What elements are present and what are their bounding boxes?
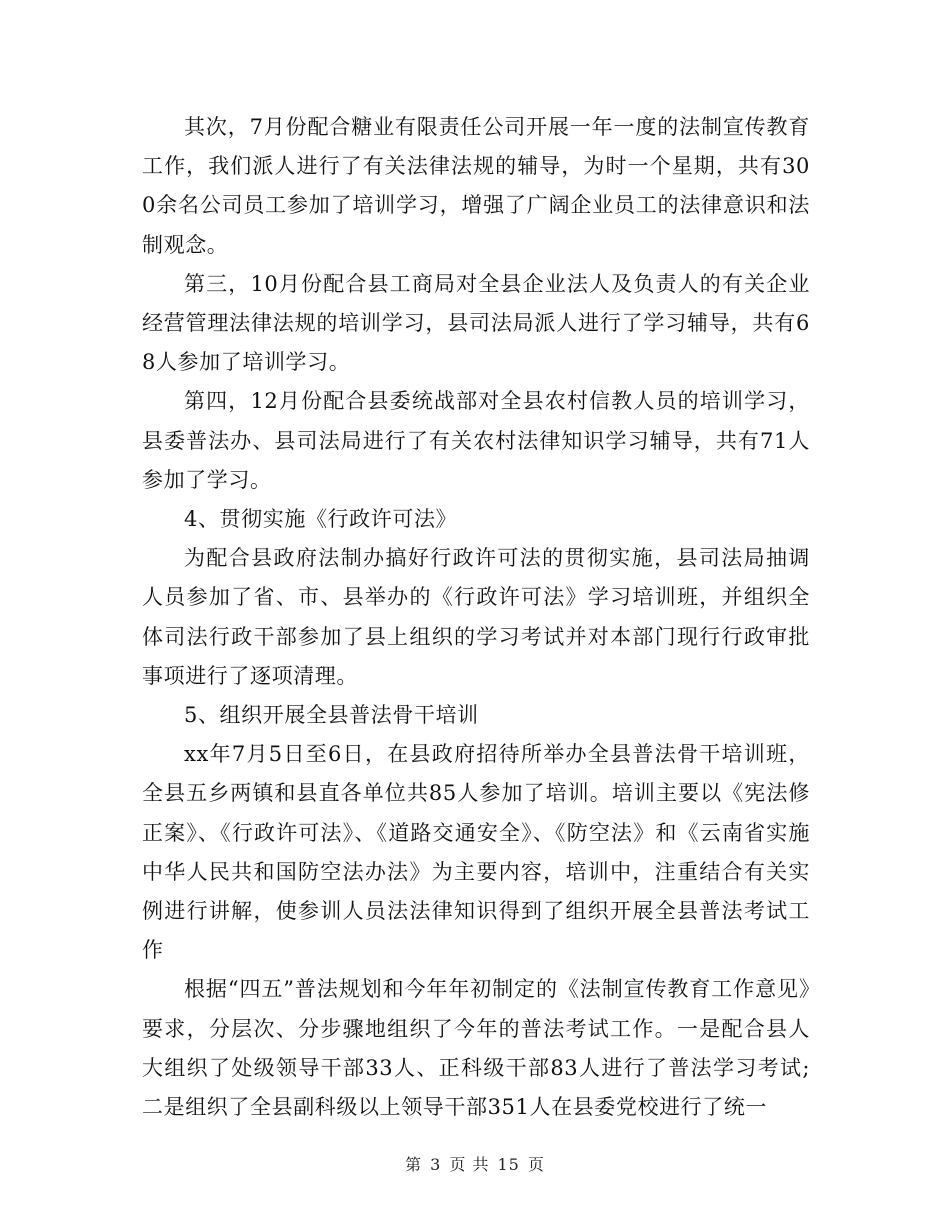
page-prefix: 第 [405, 1155, 423, 1174]
section-heading-5: 5、组织开展全县普法骨干培训 [184, 703, 479, 728]
page-footer [0, 1154, 950, 1176]
paragraph-2: 第三，10月份配合县工商局对全县企业法人及负责人的有关企业经营管理法律法规的培训学习，县司法局派人进行了学习辅导，共有68人参加了培训学习。 [142, 271, 810, 375]
paragraph-7: xx年7月5日至6日，在县政府招待所举办全县普法骨干培训班，全县五乡两镇和县直各单位共85人参加了培训。培训主要以《宪法修正案》、《行政许可法》、《道路交通安全》、《防空法》和《云南省实施中华人民共和国防空法办法》为主要内容，培训中，注重结合有关实例进行讲解，使参训人员法法律知识得到了组织开展全县普法考试工作 [142, 742, 810, 963]
page-suffix: 页 [527, 1155, 545, 1174]
paragraph-1: 其次，7月份配合糖业有限责任公司开展一年一度的法制宣传教育工作，我们派人进行了有关法律法规的辅导，为时一个星期，共有300余名公司员工参加了培训学习，增强了广阔企业员工的法律意识和法制观念。 [142, 115, 810, 257]
document-body [142, 108, 810, 1127]
paragraph-8: 根据“四五”普法规划和今年年初制定的《法制宣传教育工作意见》要求，分层次、分步骤地组织了今年的普法考试工作。一是配合县人大组织了处级领导干部33人、正科级干部83人进行了普法学习考试;二是组织了全县副科级以上领导干部351人在县委党校进行了统一 [142, 977, 810, 1120]
page-mid-text: 页 共 [449, 1155, 490, 1174]
current-page-number: 3 [430, 1155, 442, 1174]
paragraph-3: 第四，12月份配合县委统战部对全县农村信教人员的培训学习，县委普法办、县司法局进行了有关农村法律知识学习辅导，共有71人参加了学习。 [142, 389, 810, 492]
section-heading-4: 4、贯彻实施《行政许可法》 [184, 507, 458, 532]
total-pages-number: 15 [497, 1155, 520, 1174]
paragraph-5: 为配合县政府法制办搞好行政许可法的贯彻实施，县司法局抽调人员参加了省、市、县举办的《行政许可法》学习培训班，并组织全体司法行政干部参加了县上组织的学习考试并对本部门现行行政审批事项进行了逐项清理。 [142, 546, 810, 688]
